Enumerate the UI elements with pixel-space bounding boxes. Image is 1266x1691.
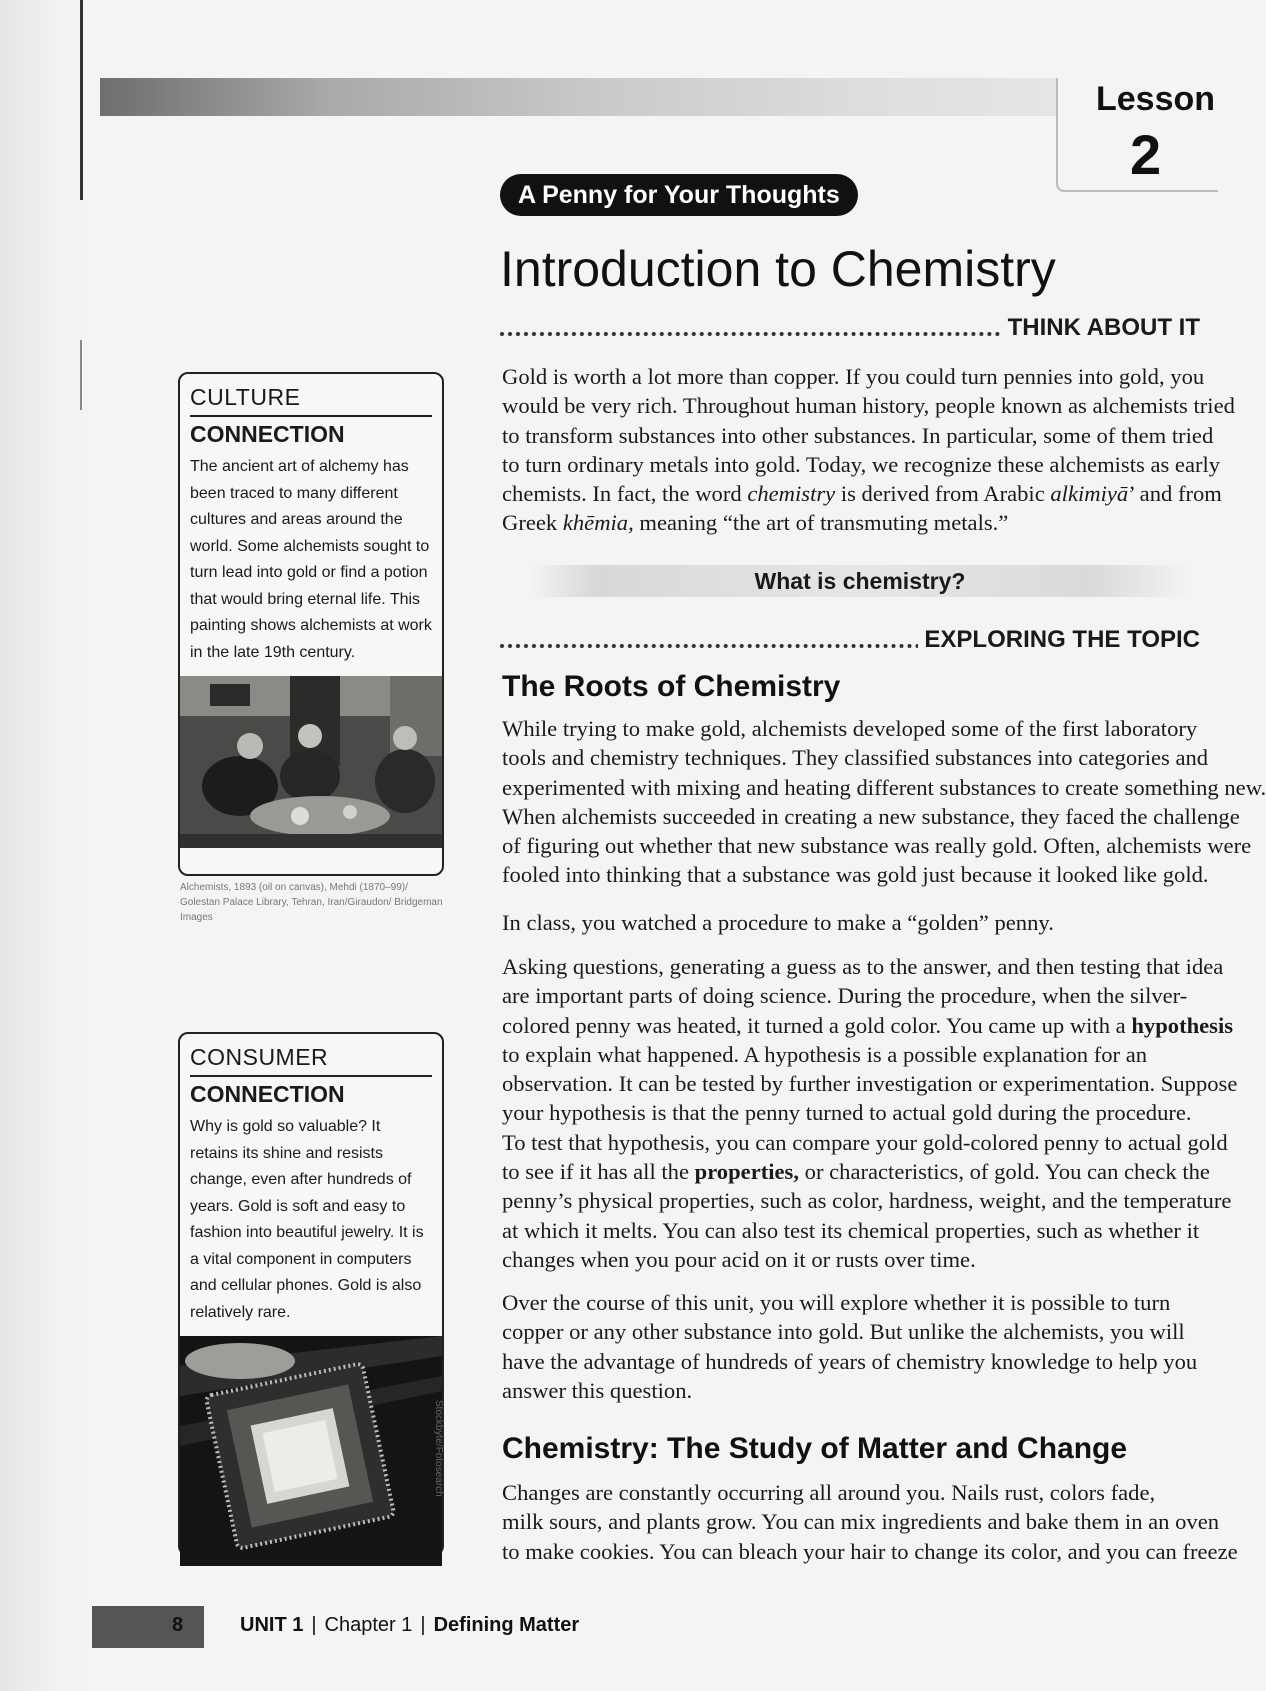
gutter-line (80, 340, 82, 410)
think-about-it-label: THINK ABOUT IT (1002, 314, 1200, 342)
roots-paragraph: While trying to make gold, alchemists developed some of the first laboratory tools and chemistry techniques. They classified substances into categories and experimented with mixing and heating different substances to create something new. When alchemists succeeded in creating a new substance, they faced the challenge of figuring out whether that new substance was really gold. Often, alchemists were fooled into thinking that a substance was gold just because it looked like gold. (502, 716, 1266, 888)
footer-separator: | (311, 1614, 317, 1636)
hypothesis-paragraph: Asking questions, generating a guess as to the answer, and then testing that idea are important parts of doing science. During the procedure, when the silver- colored penny was heated, it turned a gold color. You came up with a hypothesis to explain what happened. A hypothesis is a possible explanation for an observation. It can be tested by further investigation or experimentation. Suppose your hypothesis is that the penny turned to actual gold during the procedure. To test that hypothesis, you can compare your gold-colored penny to actual gold to see if it has all the properties, or characteristics, of gold. You can check the penny’s physical properties, such as color, hardness, weight, and the temperature at which it melts. You can also test its chemical properties, such as whether it changes when you pour acid on it or rusts over time. (502, 954, 1238, 1272)
photo-credit: Stockbyte/Fotosearch (433, 1400, 444, 1497)
footer-chapter: Chapter 1 (324, 1614, 413, 1636)
culture-connection-box (178, 372, 444, 876)
gutter-line (80, 0, 83, 200)
sidebar-subtitle: CONNECTION (190, 421, 345, 447)
lesson-number: 2 (1130, 123, 1162, 186)
footer-separator: | (420, 1614, 426, 1636)
lesson-label: Lesson (1096, 80, 1216, 118)
page-number: 8 (172, 1614, 184, 1636)
sidebar-subtitle: CONNECTION (190, 1081, 345, 1107)
page-number-box (92, 1606, 204, 1648)
footer-breadcrumb (240, 1614, 579, 1637)
activity-title: A Penny for Your Thoughts (500, 174, 858, 216)
sidebar-title: CONSUMER (190, 1044, 432, 1077)
think-about-it-rule (500, 314, 1200, 341)
think-about-it-paragraph: Gold is worth a lot more than copper. If you could turn pennies into gold, you would be very rich. Throughout human history, people known as alchemists tried to transform substances into other substances. In particular, some of them tried to turn ordinary metals into gold. Today, we recognize these alchemists as early chemists. In fact, the word chemistry is derived from Arabic alkimiyā’ and from Greek khēmia, meaning “the art of transmuting metals.” (502, 364, 1235, 536)
unit-overview-paragraph: Over the course of this unit, you will explore whether it is possible to turn copper or any other substance into gold. But unlike the alchemists, you will have the advantage of hundreds of years of chemistry knowledge to help you answer this question. (502, 1290, 1198, 1403)
header-bar (100, 78, 1200, 116)
matter-paragraph: Changes are constantly occurring all around you. Nails rust, colors fade, milk sours, and plants grow. You can mix ingredients and bake them in an oven to make cookies. You can bleach your hair to change its color, and you can freeze (502, 1480, 1238, 1564)
sidebar-title: CULTURE (190, 384, 432, 417)
section-heading: Chemistry: The Study of Matter and Change (502, 1432, 1128, 1465)
sidebar-body: Why is gold so valuable? It retains its shine and resists change, even after hundreds of years. Gold is soft and easy to fashion into beautiful jewelry. It is a vital component in computers and cellular phones. Gold is also relatively rare. (190, 1118, 424, 1321)
class-procedure-paragraph: In class, you watched a procedure to make a “golden” penny. (502, 910, 1054, 935)
sidebar-body: The ancient art of alchemy has been traced to many different cultures and areas around the world. Some alchemists sought to turn lead into gold or find a potion that would bring eternal life. This painting shows alchemists at work in the late 19th century. (190, 458, 432, 661)
exploring-rule (500, 626, 1200, 653)
footer-unit: UNIT 1 (240, 1614, 304, 1636)
page-title: Introduction to Chemistry (500, 241, 1056, 297)
footer-topic: Defining Matter (433, 1614, 580, 1636)
consumer-connection-box (178, 1032, 444, 1556)
alchemists-painting (180, 676, 442, 848)
section-heading: The Roots of Chemistry (502, 670, 841, 703)
exploring-label: EXPLORING THE TOPIC (918, 626, 1200, 654)
painting-credit: Alchemists, 1893 (oil on canvas), Mehdi (1870–99)/ Golestan Palace Library, Tehran, Iran/Giraudon/ Bridgeman Images (180, 882, 443, 923)
computer-chip-photo (180, 1336, 442, 1566)
page-gutter-shadow (0, 0, 90, 1691)
focus-question: What is chemistry? (530, 565, 1190, 597)
